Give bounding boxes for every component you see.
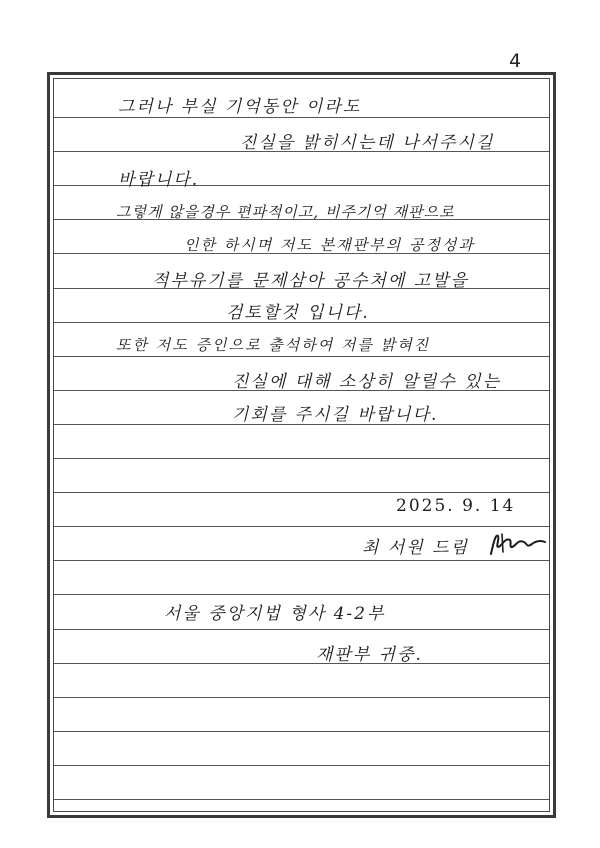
letter-line-5: 인한 하시며 저도 본재판부의 공정성과 — [184, 236, 475, 254]
address-line-2: 재판부 귀중. — [316, 645, 423, 665]
letter-line-4: 그렇게 않을경우 편파적이고, 비주기억 재판으로 — [116, 203, 455, 221]
letter-line-7: 검토할것 입니다. — [226, 303, 370, 323]
letter-line-3: 바랍니다. — [118, 170, 200, 190]
page-number: 4 — [509, 50, 523, 72]
letter-line-10: 기회를 주시길 바랍니다. — [232, 405, 439, 425]
letter-line-8: 또한 저도 증인으로 출석하여 저를 밝혀진 — [116, 336, 431, 354]
signature-svg — [488, 530, 548, 560]
letter-line-2: 진실을 밝히시는데 나서주시길 — [240, 133, 495, 153]
sender-name: 최 서원 드림 — [362, 538, 469, 558]
letter-line-1: 그러나 부실 기억동안 이라도 — [118, 97, 362, 117]
letter-date: 2025. 9. 14 — [396, 496, 516, 516]
signature-scribble — [488, 530, 548, 560]
address-line-1: 서울 중앙지법 형사 4-2부 — [164, 604, 386, 624]
letter-line-9: 진실에 대해 소상히 알릴수 있는 — [232, 372, 502, 392]
letter-line-6: 적부유기를 문제삼아 공수처에 고발을 — [152, 271, 469, 291]
